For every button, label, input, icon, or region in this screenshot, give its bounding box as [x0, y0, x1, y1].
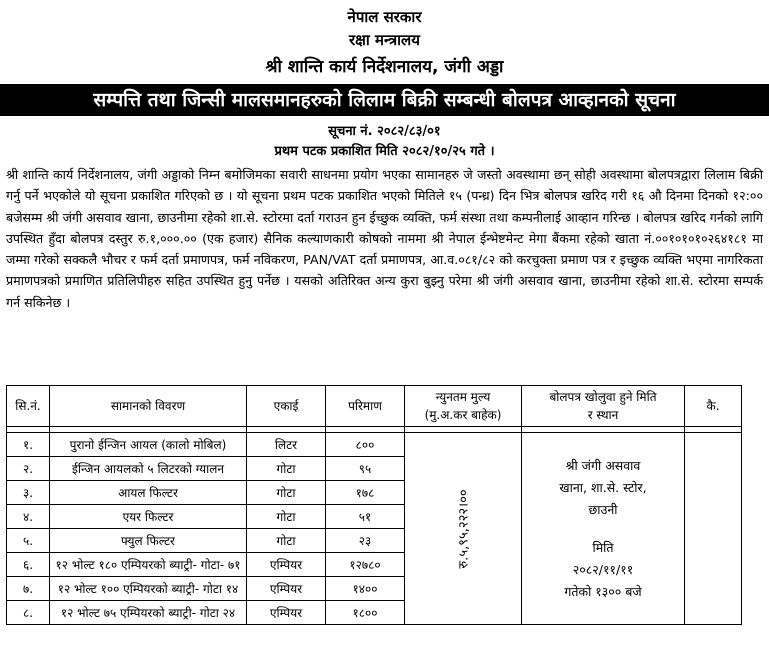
min-price-value: रु.५,९५,२२२।०० [457, 488, 472, 569]
row-unit: गोटा [247, 457, 326, 481]
row-sn: ४. [7, 505, 50, 529]
row-desc: आयल फिल्टर [50, 481, 247, 505]
notice-body: श्री शान्ति कार्य निर्देशनालय, जंगी अड्डाको निम्न बमोजिमका सवारी साधनमा प्रयोग भएका सामानहरु जे जस्तो अवस्थामा छन् सोही अवस्थामा बोलपत्रद्वारा लिलाम बिक्री गर्नु पर्ने भएकोले यो सूचना प्रकाशित गरिएको छ । यो सूचना प्रथम पटक प्रकाशित भएको मितिले १५ (पन्ध्र) दिन भित्र बोलपत्र खरिद गरी १६ औ दिनमा दिनको १२:०० बजेसम्म श्री जंगी असवाव खाना, छाउनीमा रहेको शा.से. स्टोरमा दर्ता गराउन हुन ईच्छुक व्यक्ति, फर्म संस्था तथा कम्पनीलाई आव्हान गरिन्छ । बोलपत्र खरिद गर्नको लागि उपस्थित हुँदा बोलपत्र दस्तुर रु.१,०००.०० (एक हजार) सैनिक कल्याणकारी कोषको नाममा श्री नेपाल ईन्भेष्टमेन्ट मेगा बैंकमा रहेको खाता नं.००१०१०१०२६४१८१ मा जम्मा गरेको सक्कलै भौचर र फर्म दर्ता प्रमाणपत्र, फर्म नविकरण, PAN/VAT दर्ता प्रमाणपत्र, आ.व.०८१/८२ को करचुक्ता प्रमाण पत्र र इच्छुक व्यक्ति भएमा नागरिकता प्रमाणपत्रको प्रमाणित प्रतिलिपीहरु सहित उपस्थित हुनु पर्नेछ । यसको अतिरिक्त अन्य कुरा बुझ्नु परेमा श्री जंगी असवाव खाना, छाउनीमा रहेको शा.से. स्टोरमा सम्पर्क गर्न सकिनेछ । [6, 167, 763, 310]
row-qty: ९५ [326, 457, 405, 481]
place-line3: छाउनी [588, 501, 618, 517]
notice-banner: सम्पत्ति तथा जिन्सी मालसमानहरुको लिलाम बिक्री सम्बन्धी बोलपत्र आव्हानको सूचना [0, 84, 769, 116]
row-unit: गोटा [247, 505, 326, 529]
row-desc: १२ भोल्ट १८० एम्पियरको ब्याट्री- गोटा- ७१ [50, 553, 247, 577]
min-price-cell [405, 433, 522, 625]
row-desc: फ्युल फिल्टर [50, 529, 247, 553]
row-qty: २३ [326, 529, 405, 553]
notice-number: सूचना नं. २०८२/८३/०१ [328, 124, 441, 139]
row-unit: एम्पियर [247, 601, 326, 625]
table-header-row [7, 386, 742, 427]
row-unit: लिटर [247, 433, 326, 457]
items-table [6, 385, 742, 625]
row-sn: ३. [7, 481, 50, 505]
note-cell [685, 433, 742, 625]
row-qty: ८०० [326, 433, 405, 457]
col-price-header [405, 386, 522, 427]
row-qty: १२७८० [326, 553, 405, 577]
row-sn: २. [7, 457, 50, 481]
place-line4: मिति [592, 539, 614, 555]
row-desc: एयर फिल्टर [50, 505, 247, 529]
row-sn: ५. [7, 529, 50, 553]
col-unit-header: एकाई [247, 386, 326, 427]
place-spacer [525, 521, 681, 537]
place-line5: २०८२/११/११ [572, 561, 634, 577]
open-place-cell [522, 433, 685, 625]
col-sn-header: सि.नं. [7, 386, 50, 427]
row-desc: पुरानो ईन्जिन आयल (कालो मोबिल) [50, 433, 247, 457]
col-desc-header: सामानको विवरण [50, 386, 247, 427]
govt-title: नेपाल सरकार [347, 8, 422, 26]
row-unit: एम्पियर [247, 553, 326, 577]
directorate-title: श्री शान्ति कार्य निर्देशनालय, जंगी अड्डा [265, 57, 504, 77]
col-qty-header: परिमाण [326, 386, 405, 427]
ministry-title: रक्षा मन्त्रालय [349, 31, 420, 49]
place-header-line2: र स्थान [587, 408, 619, 422]
row-desc: १२ भोल्ट १०० एम्पियरको ब्याट्री- गोटा १४ [50, 577, 247, 601]
published-date: प्रथम पटक प्रकाशित मिति २०८२/१०/२५ गते । [274, 144, 495, 159]
row-unit: गोटा [247, 481, 326, 505]
row-sn: ८. [7, 601, 50, 625]
place-line1: श्री जंगी असवाव [565, 457, 641, 473]
place-line6: गतेको १३०० बजे [564, 583, 642, 599]
col-place-header [522, 386, 685, 427]
table-row [7, 433, 742, 457]
row-qty: ५१ [326, 505, 405, 529]
row-qty: १४०० [326, 577, 405, 601]
price-header-line2: (मु.अ.कर बाहेक) [424, 408, 502, 422]
place-header-line1: बोलपत्र खोलुवा हुने मिति [549, 390, 657, 404]
col-note-header: कै. [685, 386, 742, 427]
row-unit: एम्पियर [247, 577, 326, 601]
row-desc: १२ भोल्ट ७५ एम्पियरको ब्याट्री- गोटा २४ [50, 601, 247, 625]
row-desc: ईन्जिन आयलको ५ लिटरको ग्यालन [50, 457, 247, 481]
row-qty: १८०० [326, 601, 405, 625]
price-header-line1: न्युनतम मुल्य [435, 390, 491, 404]
place-line2: खाना, शा.से. स्टोर, [559, 479, 647, 495]
row-unit: गोटा [247, 529, 326, 553]
row-sn: १. [7, 433, 50, 457]
row-sn: ६. [7, 553, 50, 577]
row-sn: ७. [7, 577, 50, 601]
row-qty: १७८ [326, 481, 405, 505]
